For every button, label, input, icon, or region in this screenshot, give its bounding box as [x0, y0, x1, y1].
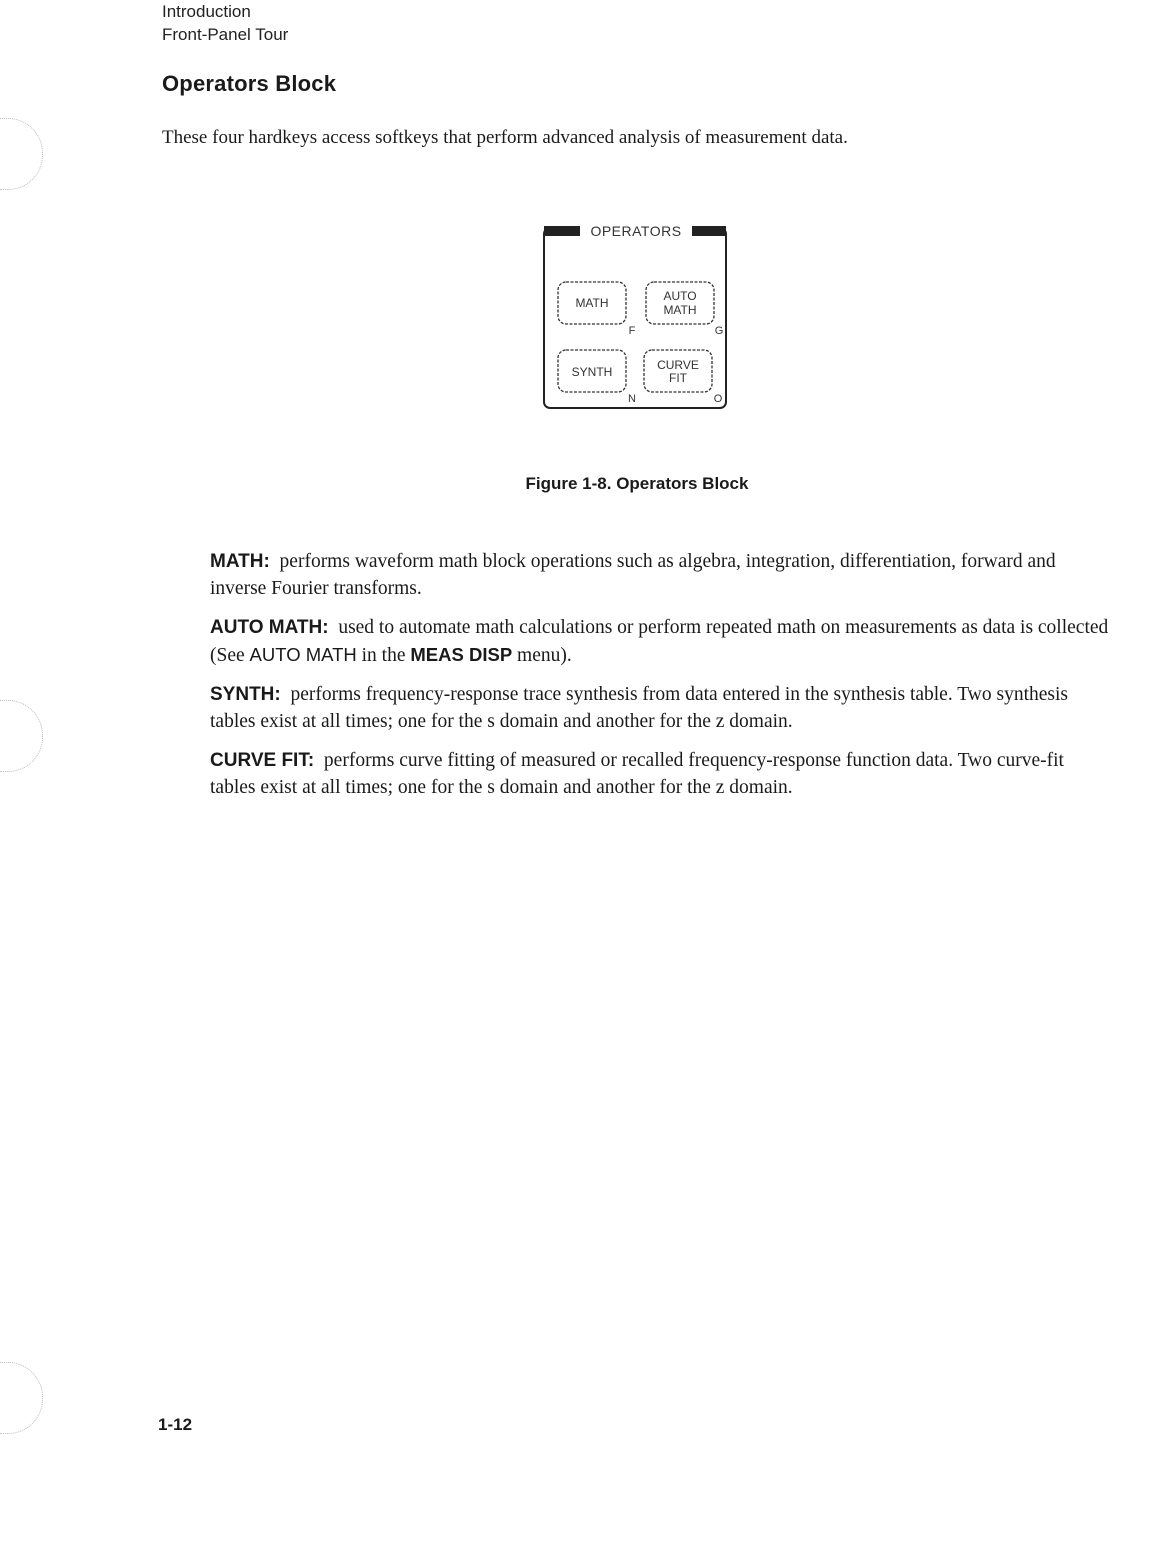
synth-shift-label: N — [628, 393, 636, 405]
definition-list — [210, 548, 1110, 813]
auto-math-key-label-line1: AUTO — [663, 289, 697, 303]
math-key[interactable] — [558, 282, 626, 324]
synth-key-label: SYNTH — [571, 365, 613, 379]
definition-synth-text: performs frequency-response trace synthesis from data entered in the synthesis table. Two synthesis tables exist at all times; one for the s domain and another for the z domain. — [210, 684, 1068, 732]
definition-math — [210, 548, 1110, 602]
math-key-label: MATH — [575, 296, 609, 310]
page-number: 1-12 — [158, 1415, 193, 1434]
curve-fit-key-label-line2: FIT — [669, 371, 687, 385]
curve-fit-shift-label: O — [713, 393, 723, 405]
term-synth: SYNTH: — [210, 684, 281, 705]
figure-caption: Figure 1-8. Operators Block — [525, 474, 749, 493]
intro-paragraph: These four hardkeys access softkeys that perform advanced analysis of measurement data. — [162, 127, 848, 148]
definition-curve-fit — [210, 747, 1110, 801]
running-header — [162, 0, 288, 46]
header-section: Front-Panel Tour — [162, 25, 289, 44]
definition-auto-math-text: used to automate math calculations or perform repeated math on measurements as data is collected (See — [210, 617, 1109, 666]
term-auto-math: AUTO MATH: — [210, 617, 329, 638]
binder-hole-middle — [0, 700, 43, 772]
panel-title: OPERATORS — [590, 223, 682, 239]
term-curve-fit: CURVE FIT: — [210, 750, 315, 771]
auto-math-key-label-line2: MATH — [663, 303, 697, 317]
meas-disp-menu-ref: MEAS DISP — [410, 644, 513, 665]
definition-auto-math — [210, 614, 1110, 669]
definition-curve-fit-text: performs curve fitting of measured or recalled frequency-response function data. Two curve-fit tables exist at all times; one for the s domain and another for the z domain. — [210, 750, 1064, 798]
definition-auto-math-text-middle: in the — [356, 645, 411, 666]
definition-synth — [210, 681, 1110, 735]
operators-panel-figure — [540, 220, 732, 416]
auto-math-shift-label: G — [714, 325, 724, 337]
binder-hole-bottom — [0, 1362, 43, 1434]
synth-key[interactable] — [558, 350, 626, 392]
operators-panel-drawing — [540, 220, 732, 416]
curve-fit-key-label-line1: CURVE — [657, 358, 699, 372]
definition-math-text: performs waveform math block operations such as algebra, integration, differentiation, forward and inverse Fourier transforms. — [210, 551, 1056, 599]
term-math: MATH: — [210, 551, 270, 572]
panel-bar-left — [544, 226, 580, 236]
header-chapter: Introduction — [162, 2, 251, 21]
section-title: Operators Block — [162, 71, 337, 96]
binder-hole-top — [0, 118, 43, 190]
math-shift-label: F — [628, 325, 636, 337]
curve-fit-key[interactable] — [644, 350, 712, 392]
auto-math-menu-ref: AUTO MATH — [249, 644, 357, 665]
definition-auto-math-text-after: menu). — [512, 645, 572, 666]
auto-math-key[interactable] — [646, 282, 714, 324]
panel-bar-right — [692, 226, 726, 236]
